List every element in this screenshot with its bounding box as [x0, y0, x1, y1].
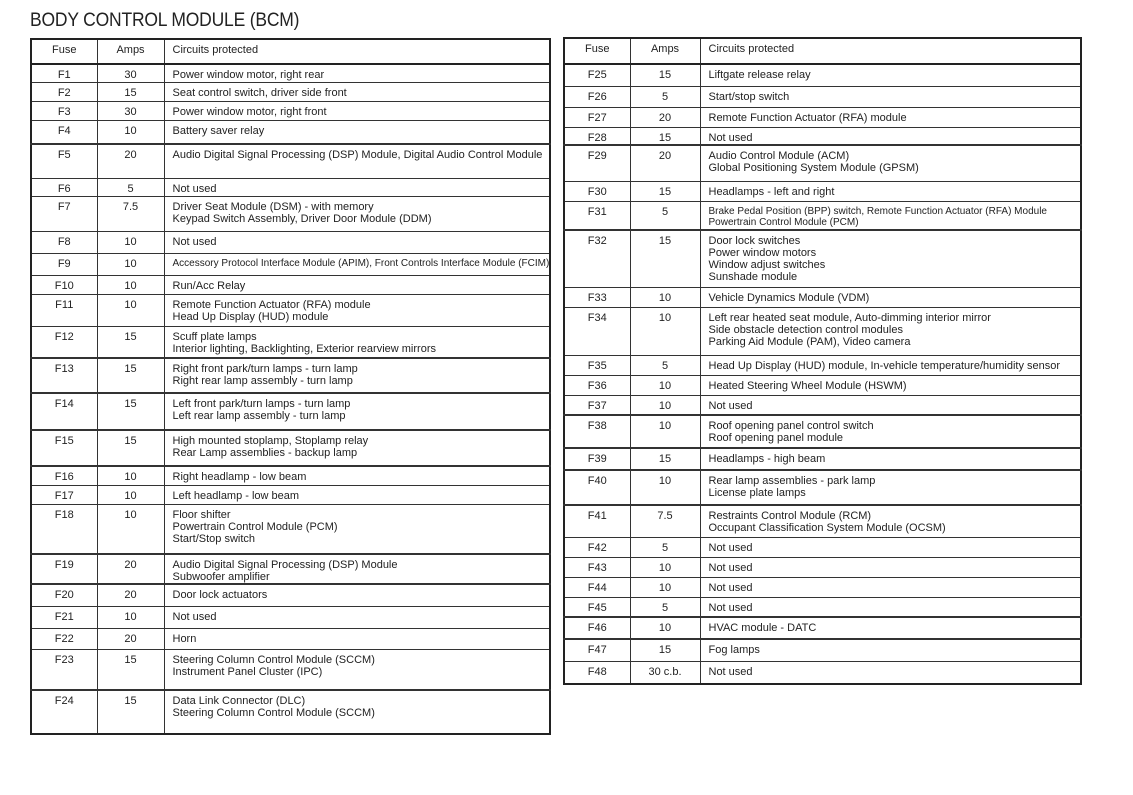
- circuit-line: Not used: [708, 561, 753, 574]
- amps-cell: 10: [630, 395, 700, 415]
- table-row: [31, 649, 550, 690]
- amps-cell: 15: [97, 430, 164, 466]
- table-row: [564, 181, 1081, 201]
- circuits-cell: [700, 230, 1081, 287]
- circuits-cell: [700, 355, 1081, 375]
- fuse-id-cell: F21: [31, 606, 97, 628]
- table-row: [564, 395, 1081, 415]
- circuits-cell: [700, 86, 1081, 107]
- table-row: [564, 577, 1081, 597]
- circuits-cell: [164, 485, 550, 504]
- fuse-id-cell: F9: [31, 253, 97, 275]
- fuse-id-cell: F39: [564, 448, 630, 470]
- circuits-cell: [700, 639, 1081, 661]
- circuits-cell: [700, 64, 1081, 86]
- fuse-id-cell: F43: [564, 557, 630, 577]
- circuit-line: Fog lamps: [708, 644, 760, 656]
- amps-cell: 5: [630, 86, 700, 107]
- circuits-cell: [164, 649, 550, 690]
- fuse-id-cell: F27: [564, 107, 630, 127]
- circuit-line: Sunshade module: [708, 271, 798, 283]
- circuits-cell: [164, 690, 550, 734]
- fuse-id-cell: F11: [31, 294, 97, 326]
- table-row: [31, 120, 550, 144]
- circuits-cell: [700, 448, 1081, 470]
- amps-cell: 10: [630, 375, 700, 395]
- circuit-line: Power window motors: [708, 247, 817, 259]
- circuit-line: Not used: [708, 581, 753, 594]
- circuits-cell: [164, 231, 550, 253]
- table-header-row: [31, 39, 550, 64]
- circuit-line: Headlamps - left and right: [708, 185, 835, 198]
- circuit-line: Door lock switches: [708, 235, 801, 247]
- amps-cell: 20: [97, 584, 164, 606]
- circuit-line: Roof opening panel control switch: [708, 420, 874, 432]
- circuits-cell: [700, 107, 1081, 127]
- fuse-id-cell: F42: [564, 537, 630, 557]
- circuits-cell: [700, 577, 1081, 597]
- fuse-id-cell: F8: [31, 231, 97, 253]
- fuse-table-right: [563, 37, 1082, 685]
- circuits-cell: [164, 393, 550, 430]
- fuse-id-cell: F10: [31, 275, 97, 294]
- circuit-line: Headlamps - high beam: [708, 453, 826, 465]
- fuse-id-cell: F32: [564, 230, 630, 287]
- table-row: [564, 127, 1081, 145]
- circuits-cell: [164, 196, 550, 231]
- table-row: [564, 307, 1081, 355]
- amps-cell: 15: [97, 393, 164, 430]
- table-row: [564, 107, 1081, 127]
- amps-cell: 15: [630, 448, 700, 470]
- circuit-line: Seat control switch, driver side front: [172, 86, 347, 99]
- circuits-cell: [700, 307, 1081, 355]
- amps-cell: 10: [97, 253, 164, 275]
- table-row: [564, 415, 1081, 448]
- amps-cell: 15: [630, 127, 700, 145]
- circuit-line: Run/Acc Relay: [172, 279, 246, 292]
- fuse-id-cell: F45: [564, 597, 630, 617]
- table-row: [564, 470, 1081, 505]
- fuse-id-cell: F15: [31, 430, 97, 466]
- amps-cell: 15: [97, 326, 164, 358]
- table-row: [564, 230, 1081, 287]
- fuse-table-left: [30, 38, 551, 735]
- fuse-id-cell: F20: [31, 584, 97, 606]
- circuits-cell: [164, 326, 550, 358]
- circuits-cell: [700, 127, 1081, 145]
- fuse-id-cell: F7: [31, 196, 97, 231]
- circuits-cell: [164, 294, 550, 326]
- circuits-cell: [700, 415, 1081, 448]
- amps-cell: 7.5: [97, 196, 164, 231]
- fuse-id-cell: F28: [564, 127, 630, 145]
- circuit-line: Right rear lamp assembly - turn lamp: [172, 375, 353, 387]
- amps-cell: 5: [630, 201, 700, 230]
- circuit-line: Head Up Display (HUD) module, In-vehicle temperature/humidity sensor: [708, 359, 1061, 372]
- table-row: [31, 253, 550, 275]
- circuits-cell: [700, 505, 1081, 537]
- circuit-line: Not used: [708, 665, 753, 678]
- circuits-cell: [700, 145, 1081, 181]
- table-row: [564, 86, 1081, 107]
- circuits-cell: [700, 557, 1081, 577]
- amps-cell: 15: [97, 82, 164, 101]
- table-row: [31, 430, 550, 466]
- table-row: [31, 393, 550, 430]
- fuse-id-cell: F38: [564, 415, 630, 448]
- circuit-line: Door lock actuators: [172, 589, 268, 601]
- circuits-cell: [164, 358, 550, 393]
- circuits-cell: [700, 287, 1081, 307]
- amps-cell: 10: [630, 617, 700, 639]
- circuit-line: Occupant Classification System Module (OCSM): [708, 522, 946, 534]
- circuit-line: Left headlamp - low beam: [172, 489, 300, 502]
- table-row: [564, 287, 1081, 307]
- table-row: [31, 690, 550, 734]
- circuit-line: Interior lighting, Backlighting, Exterior rearview mirrors: [172, 342, 436, 355]
- amps-cell: 15: [97, 358, 164, 393]
- table-row: [31, 326, 550, 358]
- amps-cell: 10: [97, 294, 164, 326]
- header-fuse: Fuse: [564, 38, 630, 64]
- amps-cell: 15: [97, 649, 164, 690]
- fuse-id-cell: F33: [564, 287, 630, 307]
- fuse-id-cell: F30: [564, 181, 630, 201]
- fuse-id-cell: F18: [31, 504, 97, 554]
- circuits-cell: [700, 181, 1081, 201]
- circuit-line: Floor shifter: [172, 508, 231, 521]
- circuit-line: Not used: [172, 182, 217, 195]
- amps-cell: 30: [97, 64, 164, 82]
- circuit-line: Powertrain Control Module (PCM): [708, 216, 859, 228]
- circuit-line: Accessory Protocol Interface Module (APIM), Front Controls Interface Module (FCIM): [172, 257, 550, 269]
- circuits-cell: [164, 64, 550, 82]
- circuits-cell: [164, 178, 550, 196]
- amps-cell: 10: [97, 504, 164, 554]
- amps-cell: 10: [97, 485, 164, 504]
- circuit-line: Parking Aid Module (PAM), Video camera: [708, 335, 911, 348]
- header-amps: Amps: [97, 39, 164, 64]
- circuit-line: Steering Column Control Module (SCCM): [172, 707, 375, 719]
- circuit-line: Steering Column Control Module (SCCM): [172, 653, 375, 666]
- amps-cell: 5: [630, 355, 700, 375]
- table-row: [31, 606, 550, 628]
- fuse-id-cell: F34: [564, 307, 630, 355]
- table-row: [564, 64, 1081, 86]
- amps-cell: 10: [630, 470, 700, 505]
- header-fuse: Fuse: [31, 39, 97, 64]
- circuit-line: Audio Control Module (ACM): [708, 150, 850, 162]
- fuse-id-cell: F41: [564, 505, 630, 537]
- header-circuits: Circuits protected: [164, 39, 550, 64]
- circuit-line: Rear Lamp assemblies - backup lamp: [172, 447, 358, 459]
- amps-cell: 10: [630, 307, 700, 355]
- fuse-id-cell: F29: [564, 145, 630, 181]
- circuit-line: Keypad Switch Assembly, Driver Door Module (DDM): [172, 212, 432, 225]
- circuit-line: Not used: [708, 399, 753, 412]
- table-row: [31, 196, 550, 231]
- circuits-cell: [164, 606, 550, 628]
- fuse-id-cell: F31: [564, 201, 630, 230]
- circuit-line: Power window motor, right front: [172, 105, 327, 118]
- header-amps: Amps: [630, 38, 700, 64]
- circuits-cell: [700, 597, 1081, 617]
- circuit-line: Start/stop switch: [708, 90, 790, 103]
- amps-cell: 10: [97, 275, 164, 294]
- fuse-id-cell: F35: [564, 355, 630, 375]
- table-row: [564, 505, 1081, 537]
- header-circuits: Circuits protected: [700, 38, 1081, 64]
- table-row: [564, 661, 1081, 684]
- circuit-line: HVAC module - DATC: [708, 622, 817, 634]
- table-row: [564, 355, 1081, 375]
- circuit-line: Not used: [708, 541, 753, 554]
- amps-cell: 15: [630, 64, 700, 86]
- circuit-line: Roof opening panel module: [708, 432, 844, 444]
- circuit-line: Rear lamp assemblies - park lamp: [708, 475, 876, 487]
- amps-cell: 15: [97, 690, 164, 734]
- circuit-line: Head Up Display (HUD) module: [172, 310, 329, 323]
- amps-cell: 20: [630, 145, 700, 181]
- circuits-cell: [164, 82, 550, 101]
- circuit-line: Global Positioning System Module (GPSM): [708, 162, 919, 174]
- fuse-id-cell: F19: [31, 554, 97, 584]
- fuse-id-cell: F25: [564, 64, 630, 86]
- table-row: [31, 64, 550, 82]
- amps-cell: 20: [97, 628, 164, 649]
- amps-cell: 10: [630, 415, 700, 448]
- circuits-cell: [700, 537, 1081, 557]
- fuse-id-cell: F4: [31, 120, 97, 144]
- fuse-id-cell: F5: [31, 144, 97, 178]
- table-row: [564, 639, 1081, 661]
- amps-cell: 10: [97, 120, 164, 144]
- amps-cell: 10: [97, 466, 164, 485]
- table-row: [564, 201, 1081, 230]
- table-row: [31, 554, 550, 584]
- circuits-cell: [700, 375, 1081, 395]
- circuits-cell: [164, 628, 550, 649]
- circuit-line: Left front park/turn lamps - turn lamp: [172, 398, 351, 410]
- circuit-line: Driver Seat Module (DSM) - with memory: [172, 200, 374, 213]
- fuse-id-cell: F17: [31, 485, 97, 504]
- amps-cell: 20: [97, 554, 164, 584]
- fuse-id-cell: F3: [31, 101, 97, 120]
- table-row: [564, 557, 1081, 577]
- fuse-id-cell: F14: [31, 393, 97, 430]
- table-row: [564, 448, 1081, 470]
- amps-cell: 30 c.b.: [630, 661, 700, 684]
- table-row: [31, 358, 550, 393]
- circuit-line: Remote Function Actuator (RFA) module: [172, 298, 371, 311]
- circuit-line: Brake Pedal Position (BPP) switch, Remote Function Actuator (RFA) Module: [708, 205, 1047, 217]
- table-row: [564, 375, 1081, 395]
- amps-cell: 20: [630, 107, 700, 127]
- circuits-cell: [164, 584, 550, 606]
- table-row: [31, 584, 550, 606]
- circuit-line: Scuff plate lamps: [172, 330, 257, 343]
- circuit-line: High mounted stoplamp, Stoplamp relay: [172, 435, 369, 447]
- circuit-line: Not used: [172, 235, 217, 248]
- circuits-cell: [164, 275, 550, 294]
- circuits-cell: [164, 466, 550, 485]
- table-row: [31, 504, 550, 554]
- circuit-line: Not used: [172, 610, 217, 623]
- circuit-line: Liftgate release relay: [708, 69, 811, 81]
- circuits-cell: [700, 470, 1081, 505]
- circuits-cell: [164, 430, 550, 466]
- circuit-line: Battery saver relay: [172, 124, 265, 137]
- circuit-line: Window adjust switches: [708, 259, 826, 271]
- circuit-line: Powertrain Control Module (PCM): [172, 520, 338, 533]
- fuse-id-cell: F40: [564, 470, 630, 505]
- circuits-cell: [700, 661, 1081, 684]
- circuits-cell: [164, 504, 550, 554]
- circuit-line: Data Link Connector (DLC): [172, 695, 306, 707]
- amps-cell: 15: [630, 639, 700, 661]
- amps-cell: 5: [630, 537, 700, 557]
- circuits-cell: [164, 120, 550, 144]
- amps-cell: 10: [97, 606, 164, 628]
- table-row: [31, 485, 550, 504]
- table-row: [31, 466, 550, 485]
- table-row: [31, 628, 550, 649]
- table-row: [31, 178, 550, 196]
- circuit-line: Right headlamp - low beam: [172, 471, 307, 483]
- fuse-id-cell: F37: [564, 395, 630, 415]
- fuse-id-cell: F24: [31, 690, 97, 734]
- amps-cell: 20: [97, 144, 164, 178]
- fuse-id-cell: F26: [564, 86, 630, 107]
- circuit-line: Not used: [708, 601, 753, 614]
- amps-cell: 10: [630, 287, 700, 307]
- amps-cell: 5: [97, 178, 164, 196]
- amps-cell: 5: [630, 597, 700, 617]
- circuit-line: Not used: [708, 131, 753, 144]
- circuit-line: License plate lamps: [708, 487, 806, 499]
- fuse-id-cell: F36: [564, 375, 630, 395]
- amps-cell: 7.5: [630, 505, 700, 537]
- circuit-line: Left rear lamp assembly - turn lamp: [172, 410, 346, 422]
- circuits-cell: [700, 395, 1081, 415]
- table-row: [564, 617, 1081, 639]
- circuit-line: Horn: [172, 632, 197, 645]
- table-row: [31, 231, 550, 253]
- amps-cell: 30: [97, 101, 164, 120]
- fuse-id-cell: F22: [31, 628, 97, 649]
- fuse-id-cell: F44: [564, 577, 630, 597]
- circuits-cell: [164, 253, 550, 275]
- circuit-line: Left rear heated seat module, Auto-dimming interior mirror: [708, 311, 991, 324]
- circuit-line: Start/Stop switch: [172, 532, 256, 545]
- amps-cell: 10: [630, 557, 700, 577]
- amps-cell: 10: [97, 231, 164, 253]
- circuit-line: Heated Steering Wheel Module (HSWM): [708, 379, 907, 392]
- fuse-id-cell: F12: [31, 326, 97, 358]
- circuits-cell: [164, 144, 550, 178]
- fuse-id-cell: F48: [564, 661, 630, 684]
- amps-cell: 15: [630, 181, 700, 201]
- circuit-line: Subwoofer amplifier: [172, 571, 270, 583]
- page-title: BODY CONTROL MODULE (BCM): [30, 10, 300, 31]
- circuits-cell: [700, 201, 1081, 230]
- table-row: [31, 144, 550, 178]
- circuit-line: Audio Digital Signal Processing (DSP) Module: [172, 559, 398, 571]
- table-row: [31, 82, 550, 101]
- table-row: [31, 294, 550, 326]
- circuit-line: Power window motor, right rear: [172, 69, 325, 81]
- table-row: [31, 275, 550, 294]
- amps-cell: 15: [630, 230, 700, 287]
- fuse-id-cell: F16: [31, 466, 97, 485]
- fuse-id-cell: F13: [31, 358, 97, 393]
- fuse-id-cell: F46: [564, 617, 630, 639]
- fuse-id-cell: F47: [564, 639, 630, 661]
- fuse-id-cell: F2: [31, 82, 97, 101]
- fuse-id-cell: F6: [31, 178, 97, 196]
- table-row: [564, 597, 1081, 617]
- circuit-line: Right front park/turn lamps - turn lamp: [172, 363, 358, 375]
- circuits-cell: [164, 101, 550, 120]
- circuit-line: Restraints Control Module (RCM): [708, 510, 872, 522]
- table-header-row: [564, 38, 1081, 64]
- table-row: [564, 145, 1081, 181]
- amps-cell: 10: [630, 577, 700, 597]
- circuit-line: Instrument Panel Cluster (IPC): [172, 665, 323, 678]
- fuse-id-cell: F1: [31, 64, 97, 82]
- table-row: [31, 101, 550, 120]
- circuit-line: Side obstacle detection control modules: [708, 323, 903, 336]
- fuse-id-cell: F23: [31, 649, 97, 690]
- circuit-line: Audio Digital Signal Processing (DSP) Module, Digital Audio Control Module: [172, 149, 543, 161]
- circuits-cell: [700, 617, 1081, 639]
- circuits-cell: [164, 554, 550, 584]
- circuit-line: Remote Function Actuator (RFA) module: [708, 111, 907, 124]
- circuit-line: Vehicle Dynamics Module (VDM): [708, 291, 870, 304]
- table-row: [564, 537, 1081, 557]
